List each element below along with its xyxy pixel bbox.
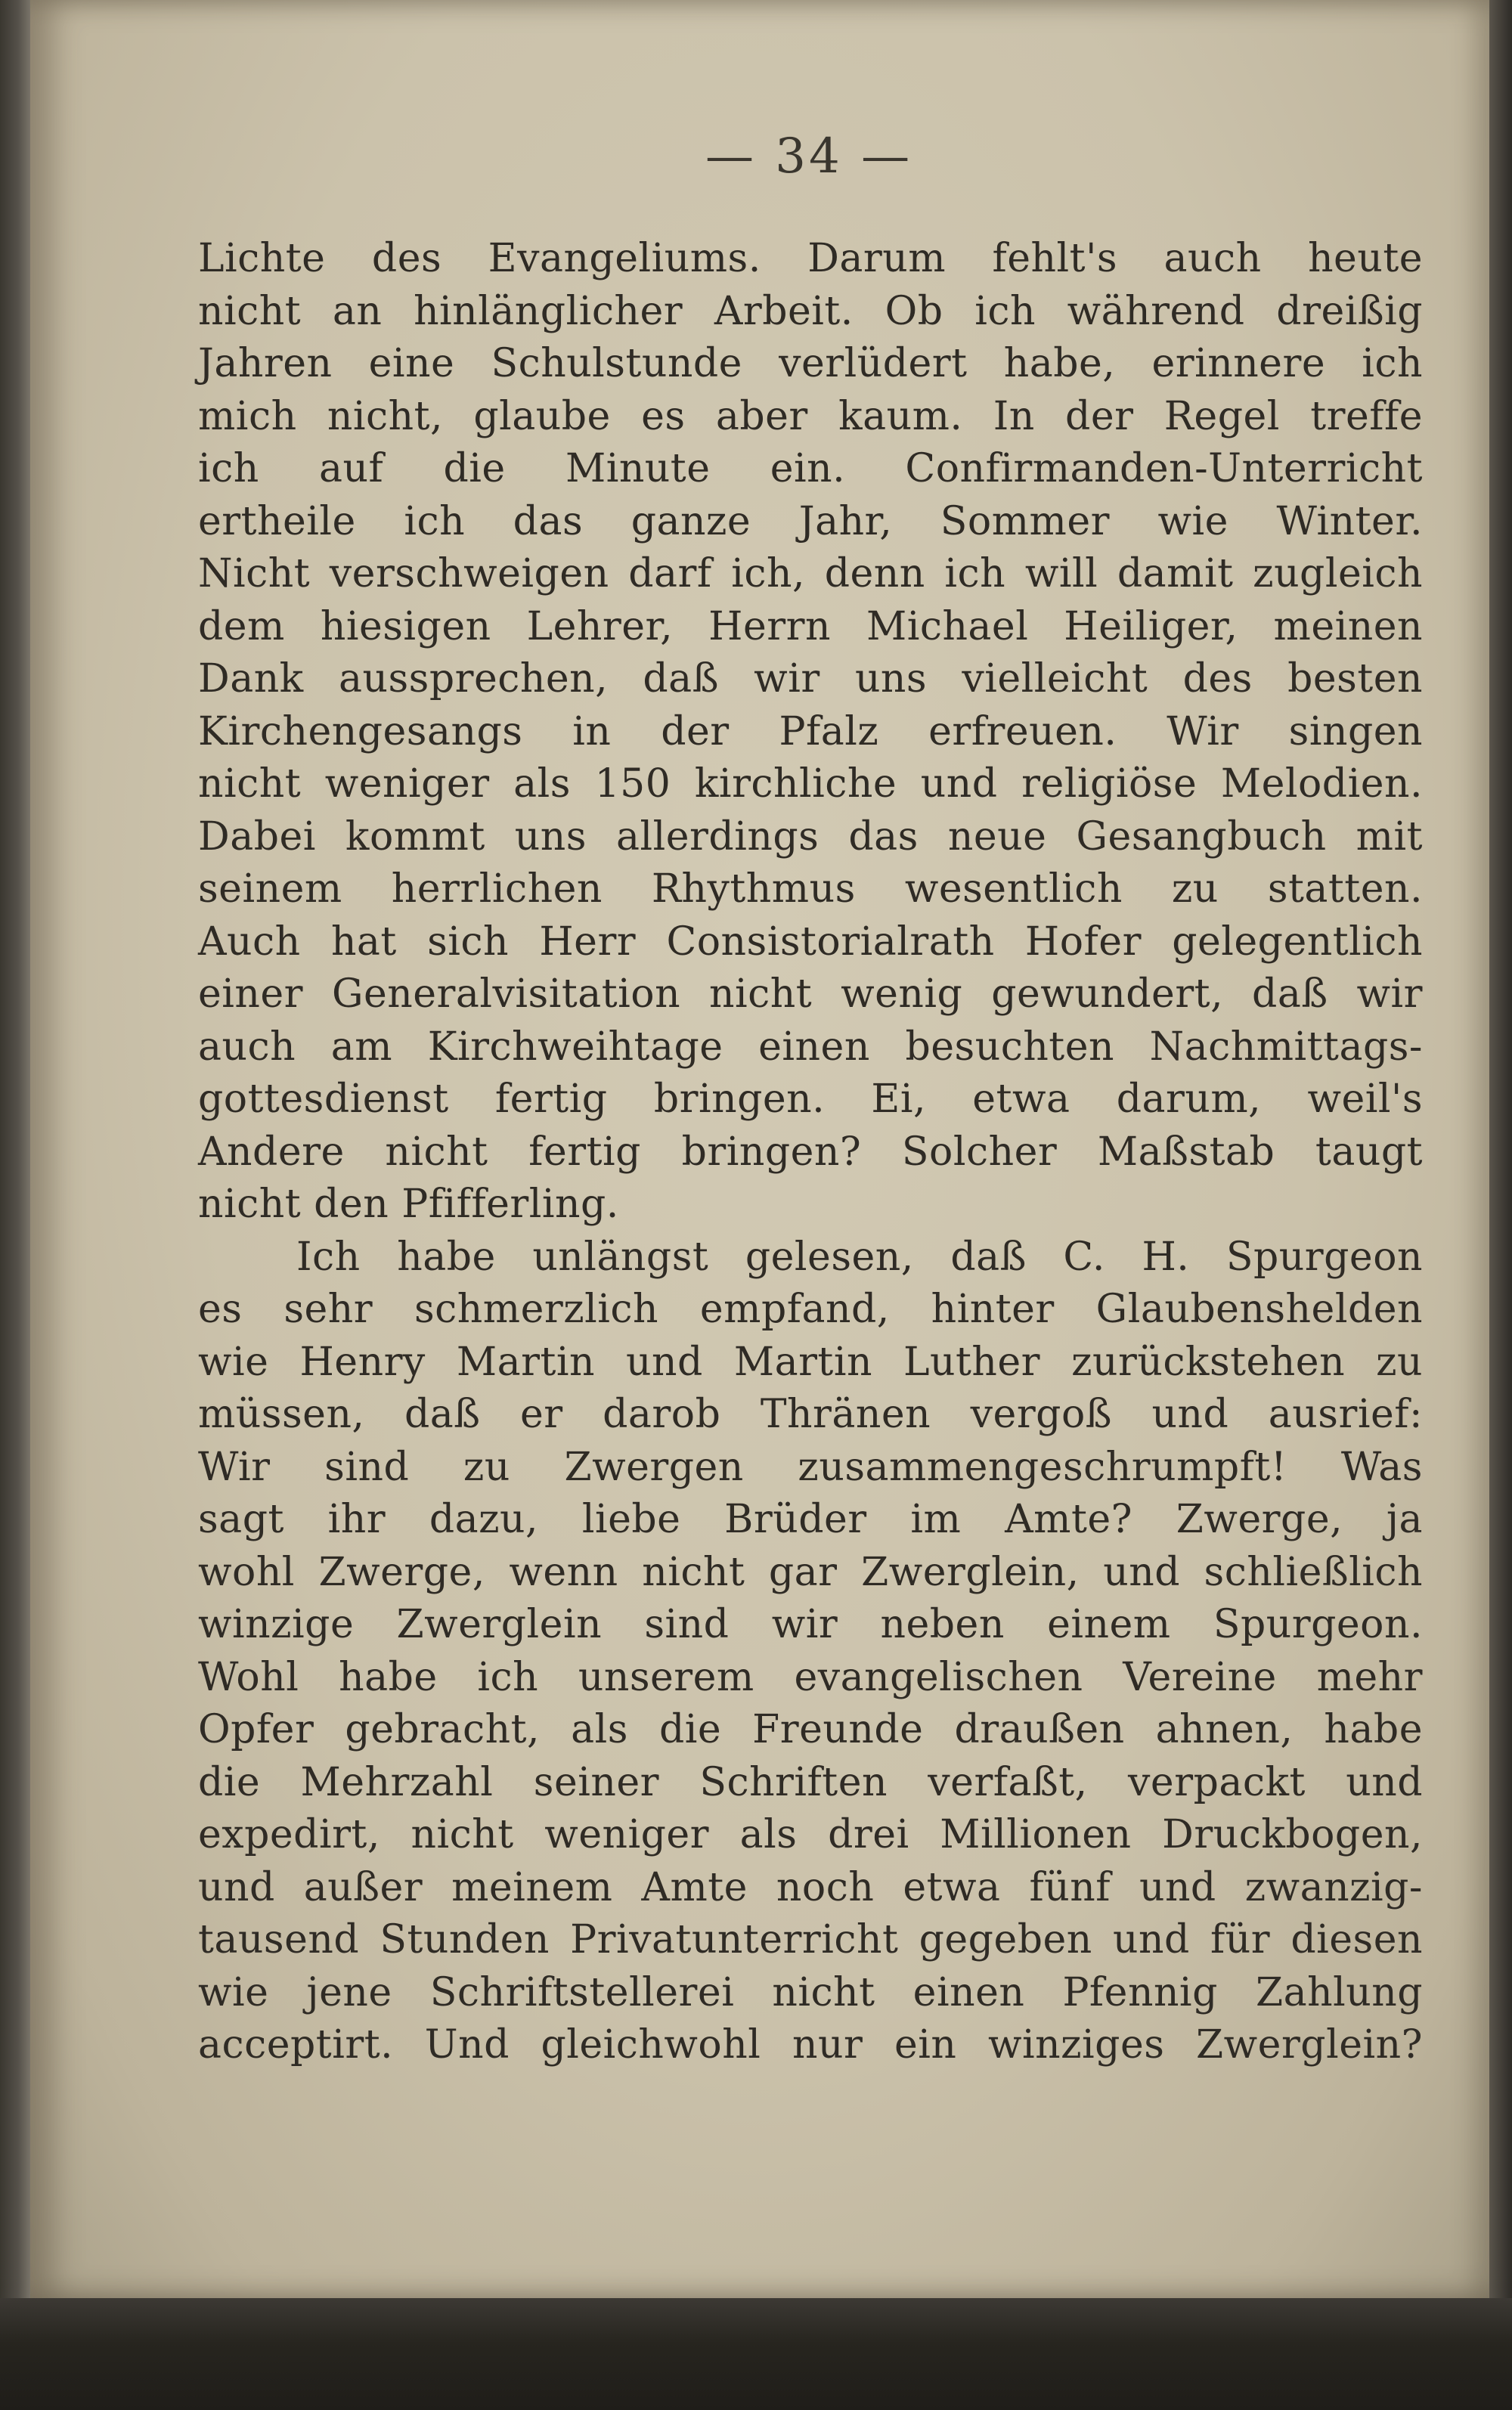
- text-line: wie Henry Martin und Martin Luther zurückstehen zu: [198, 1339, 1423, 1385]
- text-line: tausend Stunden Privatunterricht gegeben und für diesen: [198, 1917, 1423, 1962]
- text-line: und außer meinem Amte noch etwa fünf und zwanzig-: [198, 1864, 1423, 1910]
- text-line: einer Generalvisitation nicht wenig gewundert, daß wir: [198, 971, 1423, 1017]
- text-line: Nicht verschweigen darf ich, denn ich will damit zugleich: [198, 551, 1423, 596]
- text-line: Dank aussprechen, daß wir uns vielleicht des besten: [198, 656, 1423, 702]
- text-line: Wir sind zu Zwergen zusammengeschrumpft! Was: [198, 1444, 1423, 1490]
- text-line: Kirchengesangs in der Pfalz erfreuen. Wir singen: [198, 708, 1423, 754]
- text-line: nicht an hinlänglicher Arbeit. Ob ich während dreißig: [198, 288, 1423, 334]
- text-line: dem hiesigen Lehrer, Herrn Michael Heiliger, meinen: [198, 603, 1423, 649]
- text-line: wie jene Schriftstellerei nicht einen Pfennig Zahlung: [198, 1969, 1423, 2015]
- scan-bottom-edge: [0, 2298, 1512, 2410]
- text-line: Andere nicht fertig bringen? Solcher Maßstab taugt: [198, 1129, 1423, 1175]
- text-line: auch am Kirchweihtage einen besuchten Nachmittags-: [198, 1024, 1423, 1070]
- text-line: mich nicht, glaube es aber kaum. In der Regel treffe: [198, 393, 1423, 439]
- text-line: es sehr schmerzlich empfand, hinter Glaubenshelden: [198, 1287, 1423, 1332]
- paragraph-end-line: nicht den Pfifferling.: [198, 1182, 619, 1227]
- page-number: — 34 —: [705, 129, 913, 184]
- text-line: nicht weniger als 150 kirchliche und religiöse Melodien.: [198, 761, 1423, 807]
- body-text: [198, 233, 1423, 2072]
- text-line: expedirt, nicht weniger als drei Millionen Druckbogen,: [198, 1812, 1423, 1857]
- text-line: müssen, daß er darob Thränen vergoß und ausrief:: [198, 1392, 1423, 1437]
- text-line: seinem herrlichen Rhythmus wesentlich zu statten.: [198, 866, 1423, 912]
- text-line: sagt ihr dazu, liebe Brüder im Amte? Zwerge, ja: [198, 1497, 1423, 1542]
- text-line: winzige Zwerglein sind wir neben einem Spurgeon.: [198, 1602, 1423, 1647]
- text-line: gottesdienst fertig bringen. Ei, etwa darum, weil's: [198, 1076, 1423, 1122]
- text-line: acceptirt. Und gleichwohl nur ein winziges Zwerglein?: [198, 2022, 1423, 2068]
- text-line: Dabei kommt uns allerdings das neue Gesangbuch mit: [198, 813, 1423, 860]
- paragraph-start-line: Ich habe unlängst gelesen, daß C. H. Spurgeon: [296, 1234, 1423, 1280]
- text-line: Opfer gebracht, als die Freunde draußen ahnen, habe: [198, 1707, 1423, 1752]
- text-line: Jahren eine Schulstunde verlüdert habe, erinnere ich: [198, 341, 1423, 386]
- text-line: Lichte des Evangeliums. Darum fehlt's auch heute: [198, 236, 1423, 281]
- text-line: wohl Zwerge, wenn nicht gar Zwerglein, und schließlich: [198, 1549, 1423, 1595]
- text-line: ertheile ich das ganze Jahr, Sommer wie Winter.: [198, 498, 1423, 544]
- text-line: Auch hat sich Herr Consistorialrath Hofer gelegentlich: [198, 918, 1423, 965]
- text-line: die Mehrzahl seiner Schriften verfaßt, verpackt und: [198, 1759, 1423, 1805]
- text-line: Wohl habe ich unserem evangelischen Vereine mehr: [198, 1654, 1423, 1700]
- text-line: ich auf die Minute ein. Confirmanden-Unterricht: [198, 446, 1423, 491]
